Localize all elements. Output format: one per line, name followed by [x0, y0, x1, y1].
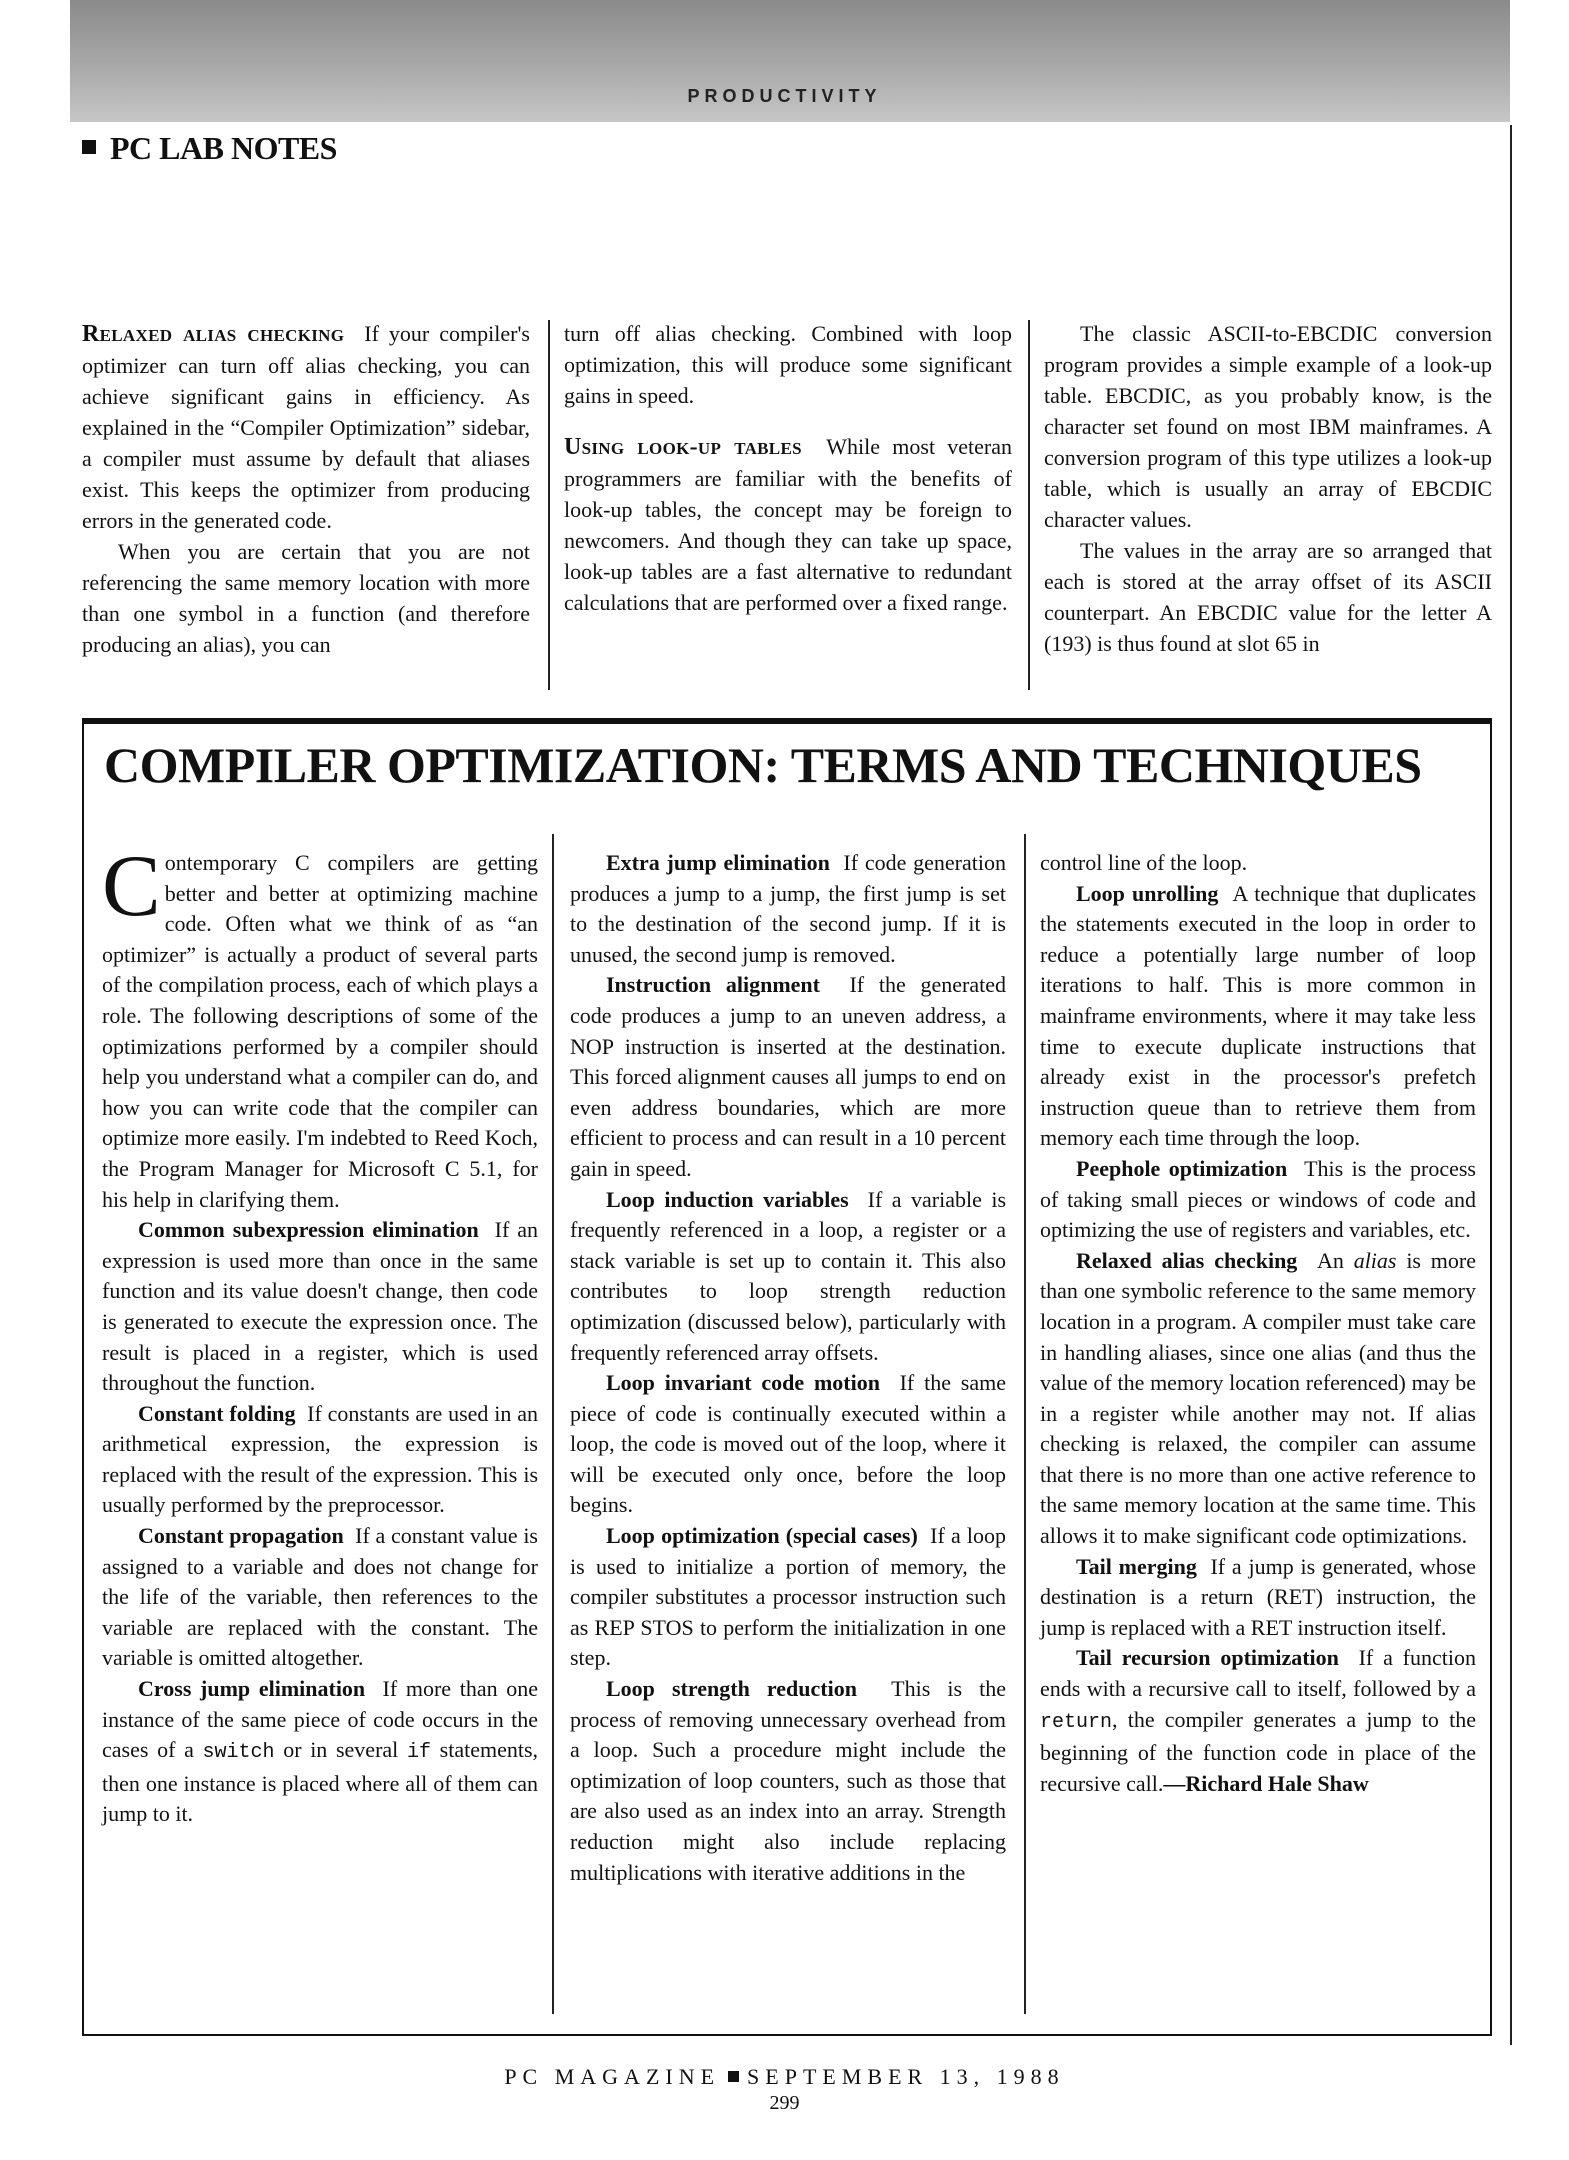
term: Loop optimization (special cases)	[606, 1523, 918, 1549]
intro-paragraph	[102, 838, 538, 1215]
column-title	[82, 130, 337, 167]
term: Loop strength reduction	[606, 1676, 857, 1702]
paragraph	[82, 536, 530, 660]
intro-text: ontemporary C compilers are getting better and better at optimizing machine code. Often what we think of as “an optimizer” is actually a product of several parts of the compilation process, each of which plays a role. The following descriptions of some of the optimizations performed by a compiler should help you understand what a compiler can do, and how you can write code that the compiler can optimize more easily. I'm indebted to Reed Koch, the Program Manager for Microsoft C 5.1, for his help in clarifying them.	[102, 850, 538, 1212]
italic-word: alias	[1353, 1247, 1397, 1273]
term-entry	[570, 1368, 1006, 1521]
term: Loop unrolling	[1076, 880, 1219, 906]
term: Cross jump elimination	[138, 1676, 366, 1702]
term-entry	[102, 1674, 538, 1830]
sidebar-column-rule	[1024, 834, 1026, 2014]
byline: —Richard Hale Shaw	[1163, 1770, 1369, 1796]
term-text: statements, then one instance is placed where all of them can jump to it.	[102, 1737, 539, 1827]
page-right-rule	[1510, 125, 1512, 2045]
term-entry	[1040, 1643, 1476, 1799]
paragraph	[564, 431, 1012, 618]
term-entry	[570, 1674, 1006, 1888]
term-entry	[1040, 879, 1476, 1154]
term-text: If code generation produces a jump to a jump, the first jump is set to the destination of the second jump. If it is unused, the second jump is removed.	[570, 850, 1006, 967]
term: Constant folding	[138, 1400, 296, 1426]
term: Relaxed alias checking	[1076, 1247, 1298, 1273]
term: Common subexpression elimination	[138, 1217, 479, 1243]
article-column-3	[1044, 318, 1492, 659]
paragraph	[1044, 318, 1492, 535]
term-text: If a constant value is assigned to a variable and does not change for the life of the variable, then references to the variable are replaced with the constant. The variable is omitted altogether.	[102, 1523, 538, 1671]
drop-cap: C	[102, 838, 161, 935]
paragraph-text: The values in the array are so arranged that each is stored at the array offset of its ASCII counterpart. An EBCDIC value for the letter A (193) is thus found at slot 65 in	[1044, 538, 1492, 656]
term: Peephole optimization	[1076, 1155, 1288, 1181]
term-text: control line of the loop.	[1040, 850, 1248, 875]
paragraph-text: turn off alias checking. Combined with loop optimization, this will produce some significant gains in speed.	[564, 321, 1012, 408]
page-number: 299	[769, 2092, 800, 2114]
term-entry	[1040, 1154, 1476, 1246]
column-rule	[548, 320, 550, 690]
term-entry	[102, 1521, 538, 1674]
code-keyword: switch	[202, 1741, 275, 1765]
column-rule	[1028, 320, 1030, 690]
term-text: If an expression is used more than once in the same function and its value doesn't change, then code is generated to execute the expression once. The result is placed in a register, which is used throughout the function.	[102, 1217, 539, 1396]
paragraph	[1044, 535, 1492, 659]
term-text: If more than one instance of the same piece of code occurs in the cases of a	[102, 1676, 539, 1763]
sidebar-box	[82, 718, 1492, 2036]
term: Extra jump elimination	[606, 850, 830, 875]
sidebar-title: COMPILER OPTIMIZATION: TERMS AND TECHNIQUES	[104, 737, 1422, 793]
term-entry	[570, 1185, 1006, 1369]
sidebar-column-1	[102, 838, 539, 1830]
sidebar-column-rule	[552, 834, 554, 2014]
term: Constant propagation	[138, 1523, 344, 1549]
run-in-head: Relaxed alias checking	[82, 321, 345, 347]
paragraph	[82, 318, 530, 536]
term-text: An	[1316, 1247, 1344, 1273]
term: Tail recursion optimization	[1076, 1645, 1339, 1671]
term-entry	[570, 970, 1006, 1184]
code-keyword: if	[406, 1741, 431, 1765]
term: Instruction alignment	[606, 972, 820, 998]
column-title-text: PC LAB NOTES	[110, 130, 337, 166]
term-text: If a loop is used to initialize a portion of memory, the compiler substitutes a processor instruction such as REP STOS to perform the initialization in one step.	[570, 1523, 1006, 1671]
paragraph-text: If your compiler's optimizer can turn off alias checking, you can achieve significant gains in efficiency. As explained in the “Compiler Optimization” sidebar, a compiler must assume by default that aliases exist. This keeps the optimizer from producing errors in the generated code.	[82, 321, 530, 533]
term-text: If a jump is generated, whose destination is a return (RET) instruction, the jump is replaced with a RET instruction itself.	[1040, 1553, 1476, 1640]
term: Loop invariant code motion	[606, 1370, 880, 1396]
continued-text	[1040, 848, 1476, 879]
term-text: If a function ends with a recursive call to itself, followed by a	[1040, 1645, 1476, 1702]
term-text: A technique that duplicates the statements executed in the loop in order to reduce a potentially large number of loop iterations to half. This is more common in mainframe environments, where it may take less time to execute duplicate instructions that already exist in the processor's prefetch instruction queue than to retrieve them from memory each time through the loop.	[1040, 880, 1477, 1151]
sidebar-column-2	[570, 848, 1006, 1888]
footer-bullet-icon	[728, 2071, 739, 2082]
term-text: is more than one symbolic reference to the same memory location in a program. A compiler must take care in handling aliases, since one alias (and thus the value of the memory location referenced) may be in a register while another may not. If alias checking is relaxed, the compiler can assume that there is no more than one active reference to the same memory location at the same time. This allows it to make significant code optimizations.	[1040, 1247, 1477, 1549]
term-entry	[102, 1399, 538, 1521]
footer-date: SEPTEMBER 13, 1988	[747, 2064, 1065, 2089]
code-keyword: return	[1040, 1710, 1113, 1734]
term: Tail merging	[1076, 1553, 1197, 1579]
paragraph-text: When you are certain that you are not referencing the same memory location with more than one symbol in a function (and therefore producing an alias), you can	[82, 539, 530, 657]
term-text: If the same piece of code is continually executed within a loop, the code is moved out of the loop, where it will be executed only once, before the loop begins.	[570, 1370, 1006, 1518]
paragraph-text: The classic ASCII-to-EBCDIC conversion program provides a simple example of a look-up table. EBCDIC, as you probably know, is the character set found on most IBM mainframes. A conversion program of this type utilizes a look-up table, which is usually an array of EBCDIC character values.	[1044, 321, 1492, 532]
term-text: If a variable is frequently referenced in a loop, a register or a stack variable is set up to contain it. This also contributes to loop strength reduction optimization (discussed below), particularly with frequently referenced array offsets.	[570, 1186, 1007, 1365]
run-in-head: Using look-up tables	[564, 434, 802, 460]
sidebar-column-3	[1040, 848, 1476, 1799]
term-text: This is the process of taking small pieces or windows of code and optimizing the use of registers and variables, etc.	[1040, 1155, 1476, 1243]
bullet-square-icon	[82, 140, 96, 154]
article-column-2	[564, 318, 1012, 618]
term-entry	[102, 1215, 538, 1399]
term: Loop induction variables	[606, 1186, 849, 1212]
article-column-1	[82, 318, 530, 660]
term-text: This is the process of removing unnecessary overhead from a loop. Such a procedure might include the optimization of loop counters, such as those that are also used as an index into an array. Strength reduction might also include replacing multiplications with iterative additions in the	[570, 1676, 1006, 1885]
paragraph-text: While most veteran programmers are familiar with the benefits of look-up tables, the concept may be foreign to newcomers. And though they can take up space, look-up tables are a fast alternative to redundant calculations that are performed over a fixed range.	[564, 434, 1013, 615]
term-entry	[570, 1521, 1006, 1674]
term-text: If the generated code produces a jump to an uneven address, a NOP instruction is inserted at the destination. This forced alignment causes all jumps to end on even address boundaries, which are more efficient to process and can result in a 10 percent gain in speed.	[570, 972, 1006, 1181]
term-entry	[570, 848, 1006, 970]
term-text: , the compiler generates a jump to the beginning of the function code in place of the recursive call.	[1040, 1706, 1476, 1796]
term-text: If constants are used in an arithmetical expression, the expression is replaced with the result of the expression. This is usually performed by the preprocessor.	[102, 1400, 539, 1518]
term-entry	[1040, 1246, 1476, 1552]
paragraph	[564, 318, 1012, 411]
term-entry	[1040, 1552, 1476, 1644]
page-footer	[0, 2064, 1569, 2090]
term-text: or in several	[283, 1737, 399, 1763]
footer-magazine: PC MAGAZINE	[504, 2064, 721, 2089]
section-label: PRODUCTIVITY	[687, 86, 882, 106]
